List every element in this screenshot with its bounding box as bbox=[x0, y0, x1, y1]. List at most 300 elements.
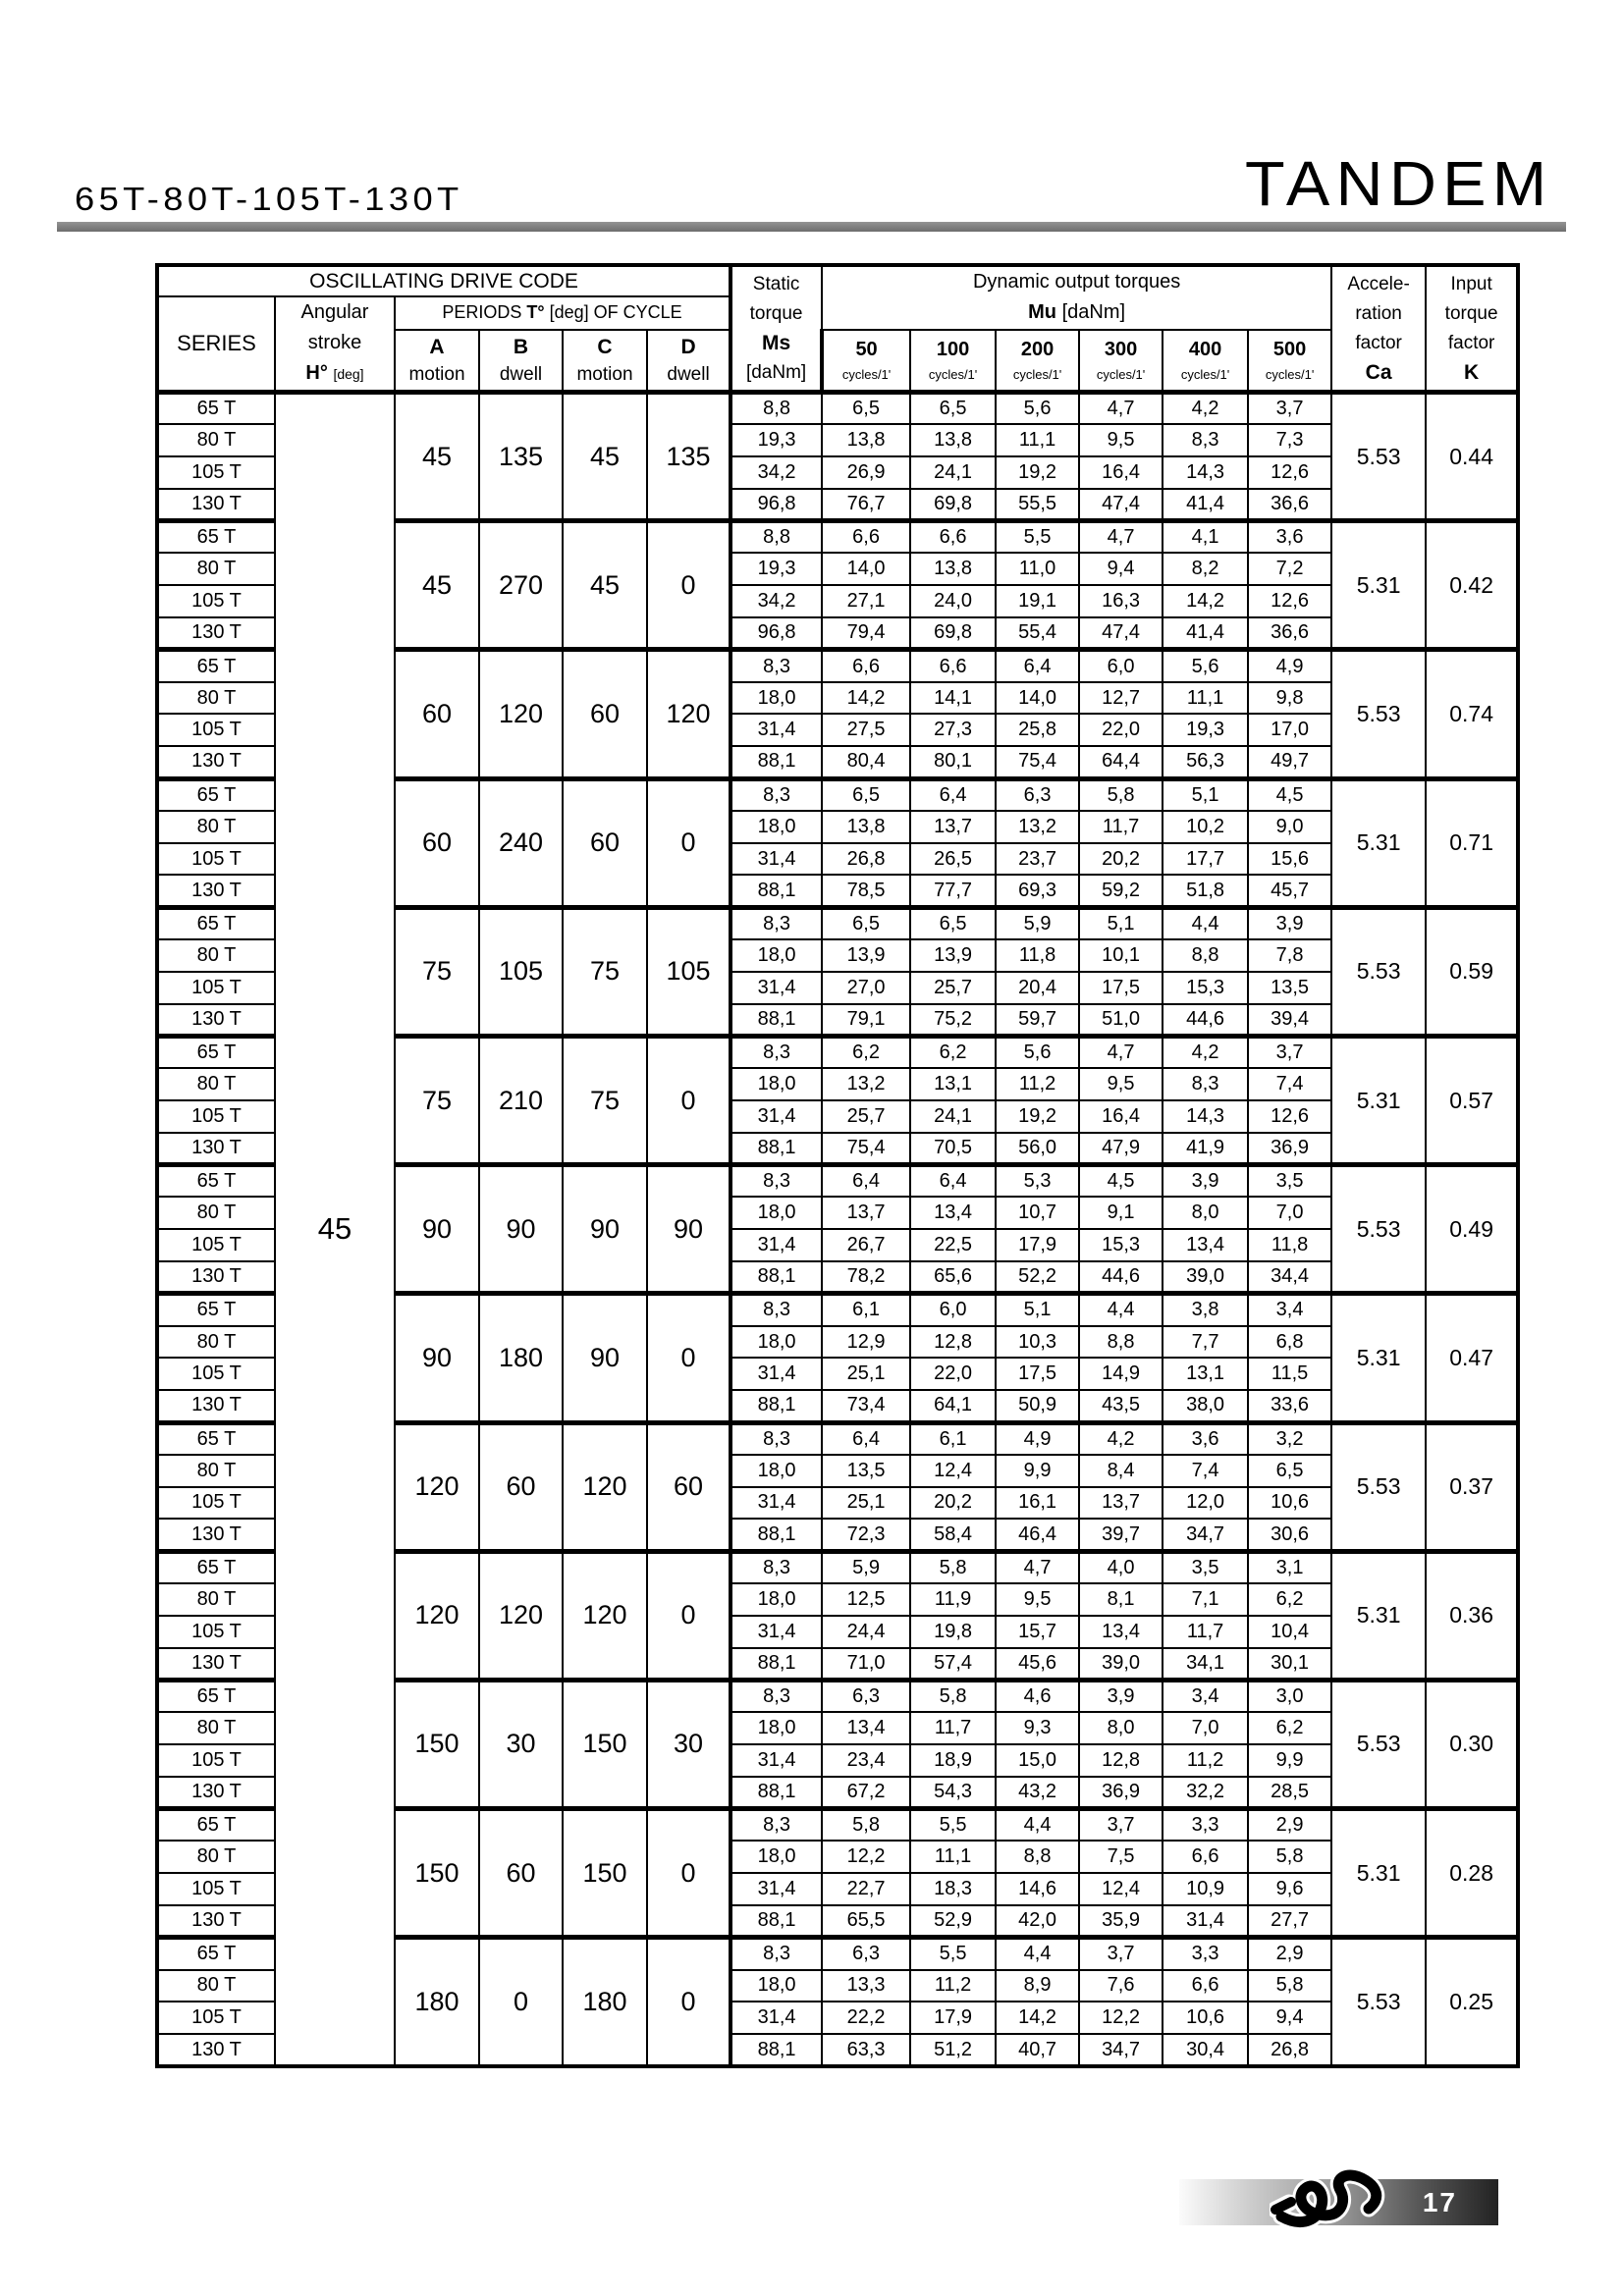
dynamic-torque-value: 64,1 bbox=[910, 1390, 996, 1422]
dynamic-torque-value: 15,6 bbox=[1248, 843, 1331, 876]
period-c-value: 150 bbox=[563, 1809, 647, 1938]
dynamic-torque-value: 18,9 bbox=[910, 1744, 996, 1777]
series-label: 130 T bbox=[157, 1777, 275, 1809]
dynamic-torque-value: 43,2 bbox=[996, 1777, 1079, 1809]
dynamic-torque-value: 8,9 bbox=[996, 1970, 1079, 2002]
series-label: 65 T bbox=[157, 1294, 275, 1326]
dynamic-torque-value: 16,4 bbox=[1079, 1100, 1163, 1133]
dynamic-torque-value: 45,7 bbox=[1248, 875, 1331, 907]
dynamic-torque-value: 39,4 bbox=[1248, 1004, 1331, 1037]
period-b-value: 120 bbox=[479, 1551, 563, 1680]
header-period-a: A motion bbox=[395, 330, 479, 393]
dynamic-torque-value: 13,9 bbox=[822, 939, 910, 972]
dynamic-torque-value: 52,2 bbox=[996, 1261, 1079, 1294]
dynamic-torque-value: 3,0 bbox=[1248, 1680, 1331, 1712]
dynamic-torque-value: 12,9 bbox=[822, 1326, 910, 1359]
dynamic-torque-value: 47,4 bbox=[1079, 617, 1163, 650]
dynamic-torque-value: 11,8 bbox=[1248, 1229, 1331, 1261]
dynamic-torque-value: 3,8 bbox=[1163, 1294, 1248, 1326]
dynamic-torque-value: 24,1 bbox=[910, 1100, 996, 1133]
dynamic-torque-value: 3,4 bbox=[1248, 1294, 1331, 1326]
static-torque-value: 31,4 bbox=[730, 2002, 822, 2034]
header-period-b: B dwell bbox=[479, 330, 563, 393]
dynamic-torque-value: 69,3 bbox=[996, 875, 1079, 907]
dynamic-torque-value: 50,9 bbox=[996, 1390, 1079, 1422]
period-d-value: 30 bbox=[647, 1680, 730, 1808]
dynamic-torque-value: 39,7 bbox=[1079, 1519, 1163, 1551]
series-label: 80 T bbox=[157, 811, 275, 843]
dynamic-torque-value: 64,4 bbox=[1079, 746, 1163, 778]
period-a-value: 45 bbox=[395, 521, 479, 650]
dynamic-torque-value: 44,6 bbox=[1079, 1261, 1163, 1294]
input-torque-factor-value: 0.44 bbox=[1426, 393, 1518, 521]
dynamic-torque-value: 8,2 bbox=[1163, 553, 1248, 585]
table-row bbox=[157, 393, 1518, 425]
header-speed-300: 300 cycles/1' bbox=[1079, 330, 1163, 393]
period-c-value: 150 bbox=[563, 1680, 647, 1808]
static-torque-value: 18,0 bbox=[730, 1326, 822, 1359]
dynamic-torque-value: 7,4 bbox=[1248, 1068, 1331, 1100]
dynamic-torque-value: 13,9 bbox=[910, 939, 996, 972]
header-period-c: C motion bbox=[563, 330, 647, 393]
dynamic-torque-value: 9,5 bbox=[996, 1583, 1079, 1616]
dynamic-torque-value: 11,1 bbox=[1163, 682, 1248, 715]
dynamic-torque-value: 24,4 bbox=[822, 1616, 910, 1648]
dynamic-torque-value: 12,6 bbox=[1248, 585, 1331, 617]
dynamic-torque-value: 67,2 bbox=[822, 1777, 910, 1809]
dynamic-torque-value: 6,5 bbox=[822, 907, 910, 939]
dynamic-torque-value: 5,5 bbox=[996, 521, 1079, 554]
series-label: 105 T bbox=[157, 456, 275, 489]
dynamic-torque-value: 15,3 bbox=[1163, 972, 1248, 1004]
dynamic-torque-value: 7,4 bbox=[1163, 1455, 1248, 1487]
dynamic-torque-value: 25,1 bbox=[822, 1358, 910, 1390]
series-label: 130 T bbox=[157, 1905, 275, 1938]
period-b-value: 180 bbox=[479, 1294, 563, 1422]
dynamic-torque-value: 6,5 bbox=[910, 393, 996, 425]
dynamic-torque-value: 5,1 bbox=[996, 1294, 1079, 1326]
dynamic-torque-value: 49,7 bbox=[1248, 746, 1331, 778]
dynamic-torque-value: 25,7 bbox=[910, 972, 996, 1004]
dynamic-torque-value: 9,0 bbox=[1248, 811, 1331, 843]
dynamic-torque-value: 27,3 bbox=[910, 714, 996, 746]
static-torque-value: 31,4 bbox=[730, 1229, 822, 1261]
period-d-value: 0 bbox=[647, 1809, 730, 1938]
dynamic-torque-value: 3,3 bbox=[1163, 1938, 1248, 1970]
dynamic-torque-value: 4,4 bbox=[996, 1938, 1079, 1970]
series-label: 80 T bbox=[157, 1712, 275, 1744]
period-d-value: 0 bbox=[647, 521, 730, 650]
dynamic-torque-value: 26,8 bbox=[822, 843, 910, 876]
series-label: 80 T bbox=[157, 424, 275, 456]
header-speed-100: 100 cycles/1' bbox=[910, 330, 996, 393]
series-label: 105 T bbox=[157, 843, 275, 876]
period-c-value: 75 bbox=[563, 1036, 647, 1164]
static-torque-value: 18,0 bbox=[730, 1197, 822, 1229]
dynamic-torque-value: 6,6 bbox=[822, 521, 910, 554]
acceleration-factor-value: 5.53 bbox=[1331, 907, 1426, 1036]
dynamic-torque-value: 16,4 bbox=[1079, 456, 1163, 489]
dynamic-torque-value: 10,6 bbox=[1163, 2002, 1248, 2034]
dynamic-torque-value: 10,6 bbox=[1248, 1487, 1331, 1520]
dynamic-torque-value: 12,7 bbox=[1079, 682, 1163, 715]
dynamic-torque-value: 7,6 bbox=[1079, 1970, 1163, 2002]
dynamic-torque-value: 71,0 bbox=[822, 1648, 910, 1681]
dynamic-torque-value: 27,7 bbox=[1248, 1905, 1331, 1938]
dynamic-torque-value: 14,3 bbox=[1163, 456, 1248, 489]
series-label: 65 T bbox=[157, 907, 275, 939]
dynamic-torque-value: 13,4 bbox=[1163, 1229, 1248, 1261]
static-torque-value: 31,4 bbox=[730, 1873, 822, 1905]
dynamic-torque-value: 27,1 bbox=[822, 585, 910, 617]
dynamic-torque-value: 23,7 bbox=[996, 843, 1079, 876]
dynamic-torque-value: 13,2 bbox=[996, 811, 1079, 843]
dynamic-torque-value: 13,1 bbox=[1163, 1358, 1248, 1390]
dynamic-torque-value: 44,6 bbox=[1163, 1004, 1248, 1037]
dynamic-torque-value: 27,5 bbox=[822, 714, 910, 746]
acceleration-factor-value: 5.31 bbox=[1331, 1551, 1426, 1680]
static-torque-value: 88,1 bbox=[730, 2034, 822, 2066]
header-speed-50: 50 cycles/1' bbox=[822, 330, 910, 393]
dynamic-torque-value: 13,3 bbox=[822, 1970, 910, 2002]
dynamic-torque-value: 17,5 bbox=[1079, 972, 1163, 1004]
period-b-value: 0 bbox=[479, 1938, 563, 2066]
dynamic-torque-value: 8,3 bbox=[1163, 1068, 1248, 1100]
period-b-value: 120 bbox=[479, 650, 563, 778]
dynamic-torque-value: 6,4 bbox=[910, 1165, 996, 1198]
input-torque-factor-value: 0.36 bbox=[1426, 1551, 1518, 1680]
dynamic-torque-value: 10,3 bbox=[996, 1326, 1079, 1359]
dynamic-torque-value: 65,6 bbox=[910, 1261, 996, 1294]
static-torque-value: 88,1 bbox=[730, 1648, 822, 1681]
series-label: 80 T bbox=[157, 1197, 275, 1229]
dynamic-torque-value: 17,9 bbox=[910, 2002, 996, 2034]
dynamic-torque-value: 34,4 bbox=[1248, 1261, 1331, 1294]
series-label: 105 T bbox=[157, 1229, 275, 1261]
dynamic-torque-value: 11,9 bbox=[910, 1583, 996, 1616]
static-torque-value: 88,1 bbox=[730, 1133, 822, 1165]
dynamic-torque-value: 13,1 bbox=[910, 1068, 996, 1100]
dynamic-torque-value: 20,4 bbox=[996, 972, 1079, 1004]
dynamic-torque-value: 14,9 bbox=[1079, 1358, 1163, 1390]
static-torque-value: 31,4 bbox=[730, 1358, 822, 1390]
header-speed-500: 500 cycles/1' bbox=[1248, 330, 1331, 393]
dynamic-torque-value: 3,9 bbox=[1248, 907, 1331, 939]
static-torque-value: 31,4 bbox=[730, 1487, 822, 1520]
header-series: SERIES bbox=[157, 296, 275, 393]
dynamic-torque-value: 69,8 bbox=[910, 617, 996, 650]
dynamic-torque-value: 4,9 bbox=[1248, 650, 1331, 682]
input-torque-factor-value: 0.25 bbox=[1426, 1938, 1518, 2066]
dynamic-torque-value: 6,4 bbox=[996, 650, 1079, 682]
dynamic-torque-value: 22,2 bbox=[822, 2002, 910, 2034]
dynamic-torque-value: 4,6 bbox=[996, 1680, 1079, 1712]
dynamic-torque-value: 8,8 bbox=[1079, 1326, 1163, 1359]
dynamic-torque-value: 17,7 bbox=[1163, 843, 1248, 876]
dynamic-torque-value: 52,9 bbox=[910, 1905, 996, 1938]
dynamic-torque-value: 27,0 bbox=[822, 972, 910, 1004]
dynamic-torque-value: 13,7 bbox=[822, 1197, 910, 1229]
series-label: 80 T bbox=[157, 1970, 275, 2002]
dynamic-torque-value: 45,6 bbox=[996, 1648, 1079, 1681]
dynamic-torque-value: 6,3 bbox=[996, 778, 1079, 811]
series-label: 65 T bbox=[157, 778, 275, 811]
dynamic-torque-value: 8,1 bbox=[1079, 1583, 1163, 1616]
dynamic-torque-value: 57,4 bbox=[910, 1648, 996, 1681]
dynamic-torque-value: 9,6 bbox=[1248, 1873, 1331, 1905]
dynamic-torque-value: 6,5 bbox=[822, 778, 910, 811]
dynamic-torque-value: 12,8 bbox=[1079, 1744, 1163, 1777]
dynamic-torque-value: 58,4 bbox=[910, 1519, 996, 1551]
dynamic-torque-value: 6,3 bbox=[822, 1938, 910, 1970]
dynamic-torque-value: 77,7 bbox=[910, 875, 996, 907]
dynamic-torque-value: 6,4 bbox=[822, 1422, 910, 1455]
static-torque-value: 8,3 bbox=[730, 1036, 822, 1068]
dynamic-torque-value: 51,8 bbox=[1163, 875, 1248, 907]
period-a-value: 60 bbox=[395, 650, 479, 778]
series-label: 105 T bbox=[157, 1487, 275, 1520]
dynamic-torque-value: 5,9 bbox=[996, 907, 1079, 939]
dynamic-torque-value: 14,6 bbox=[996, 1873, 1079, 1905]
dynamic-torque-value: 12,8 bbox=[910, 1326, 996, 1359]
footer-bar bbox=[1179, 2179, 1498, 2225]
series-label: 105 T bbox=[157, 585, 275, 617]
series-label: 80 T bbox=[157, 1583, 275, 1616]
dynamic-torque-value: 5,8 bbox=[1248, 1841, 1331, 1873]
dynamic-torque-value: 11,8 bbox=[996, 939, 1079, 972]
dynamic-torque-value: 6,2 bbox=[822, 1036, 910, 1068]
dynamic-torque-value: 6,8 bbox=[1248, 1326, 1331, 1359]
dynamic-torque-value: 14,1 bbox=[910, 682, 996, 715]
static-torque-value: 31,4 bbox=[730, 1100, 822, 1133]
series-label: 105 T bbox=[157, 1744, 275, 1777]
series-label: 130 T bbox=[157, 489, 275, 521]
acceleration-factor-value: 5.31 bbox=[1331, 1294, 1426, 1422]
period-b-value: 270 bbox=[479, 521, 563, 650]
dynamic-torque-value: 25,8 bbox=[996, 714, 1079, 746]
series-label: 105 T bbox=[157, 1616, 275, 1648]
dynamic-torque-value: 7,2 bbox=[1248, 553, 1331, 585]
dynamic-torque-value: 3,6 bbox=[1163, 1422, 1248, 1455]
dynamic-torque-value: 76,7 bbox=[822, 489, 910, 521]
dynamic-torque-value: 7,7 bbox=[1163, 1326, 1248, 1359]
dynamic-torque-value: 59,2 bbox=[1079, 875, 1163, 907]
series-label: 105 T bbox=[157, 1873, 275, 1905]
static-torque-value: 8,3 bbox=[730, 650, 822, 682]
series-label: 130 T bbox=[157, 1004, 275, 1037]
dynamic-torque-value: 3,5 bbox=[1248, 1165, 1331, 1198]
header-row-1 bbox=[157, 265, 1518, 296]
dynamic-torque-value: 9,5 bbox=[1079, 1068, 1163, 1100]
dynamic-torque-value: 36,9 bbox=[1248, 1133, 1331, 1165]
period-d-value: 90 bbox=[647, 1165, 730, 1294]
dynamic-torque-value: 22,0 bbox=[910, 1358, 996, 1390]
dynamic-torque-value: 19,3 bbox=[1163, 714, 1248, 746]
period-a-value: 150 bbox=[395, 1680, 479, 1808]
dynamic-torque-value: 69,8 bbox=[910, 489, 996, 521]
series-label: 105 T bbox=[157, 1358, 275, 1390]
dynamic-torque-value: 10,2 bbox=[1163, 811, 1248, 843]
static-torque-value: 31,4 bbox=[730, 972, 822, 1004]
dynamic-torque-value: 55,4 bbox=[996, 617, 1079, 650]
dynamic-torque-value: 20,2 bbox=[910, 1487, 996, 1520]
dynamic-torque-value: 4,4 bbox=[996, 1809, 1079, 1842]
static-torque-value: 88,1 bbox=[730, 746, 822, 778]
dynamic-torque-value: 79,4 bbox=[822, 617, 910, 650]
period-b-value: 60 bbox=[479, 1422, 563, 1551]
series-label: 65 T bbox=[157, 1165, 275, 1198]
dynamic-torque-value: 73,4 bbox=[822, 1390, 910, 1422]
header-dynamic-output-torques: Dynamic output torques Mu [daNm] bbox=[822, 265, 1331, 330]
dynamic-torque-value: 6,4 bbox=[910, 778, 996, 811]
dynamic-torque-value: 4,2 bbox=[1079, 1422, 1163, 1455]
header-speed-200: 200 cycles/1' bbox=[996, 330, 1079, 393]
series-label: 65 T bbox=[157, 650, 275, 682]
dynamic-torque-value: 3,2 bbox=[1248, 1422, 1331, 1455]
series-label: 80 T bbox=[157, 939, 275, 972]
dynamic-torque-value: 3,7 bbox=[1079, 1938, 1163, 1970]
series-label: 80 T bbox=[157, 1326, 275, 1359]
input-torque-factor-value: 0.59 bbox=[1426, 907, 1518, 1036]
input-torque-factor-value: 0.49 bbox=[1426, 1165, 1518, 1294]
dynamic-torque-value: 75,4 bbox=[822, 1133, 910, 1165]
period-d-value: 0 bbox=[647, 1938, 730, 2066]
period-b-value: 240 bbox=[479, 778, 563, 907]
dynamic-torque-value: 13,8 bbox=[910, 553, 996, 585]
static-torque-value: 88,1 bbox=[730, 1261, 822, 1294]
static-torque-value: 8,3 bbox=[730, 1165, 822, 1198]
period-d-value: 0 bbox=[647, 1036, 730, 1164]
dynamic-torque-value: 4,2 bbox=[1163, 393, 1248, 425]
dynamic-torque-value: 6,1 bbox=[910, 1422, 996, 1455]
header-static-torque: Static torque Ms [daNm] bbox=[730, 265, 822, 393]
dynamic-torque-value: 36,6 bbox=[1248, 489, 1331, 521]
dynamic-torque-value: 8,4 bbox=[1079, 1455, 1163, 1487]
dynamic-torque-value: 6,4 bbox=[822, 1165, 910, 1198]
period-c-value: 90 bbox=[563, 1294, 647, 1422]
period-a-value: 180 bbox=[395, 1938, 479, 2066]
dynamic-torque-value: 17,5 bbox=[996, 1358, 1079, 1390]
acceleration-factor-value: 5.53 bbox=[1331, 1680, 1426, 1808]
dynamic-torque-value: 5,8 bbox=[1248, 1970, 1331, 2002]
static-torque-value: 34,2 bbox=[730, 456, 822, 489]
dynamic-torque-value: 10,9 bbox=[1163, 1873, 1248, 1905]
dynamic-torque-value: 4,1 bbox=[1163, 521, 1248, 554]
series-label: 105 T bbox=[157, 972, 275, 1004]
dynamic-torque-value: 10,7 bbox=[996, 1197, 1079, 1229]
dynamic-torque-value: 3,3 bbox=[1163, 1809, 1248, 1842]
static-torque-value: 8,3 bbox=[730, 1294, 822, 1326]
static-torque-value: 96,8 bbox=[730, 489, 822, 521]
dynamic-torque-value: 8,3 bbox=[1163, 424, 1248, 456]
dynamic-torque-value: 6,6 bbox=[910, 650, 996, 682]
dynamic-torque-value: 30,6 bbox=[1248, 1519, 1331, 1551]
static-torque-value: 31,4 bbox=[730, 1616, 822, 1648]
dynamic-torque-value: 8,0 bbox=[1079, 1712, 1163, 1744]
dynamic-torque-value: 14,2 bbox=[822, 682, 910, 715]
dynamic-torque-value: 5,8 bbox=[910, 1551, 996, 1583]
dynamic-torque-value: 12,4 bbox=[910, 1455, 996, 1487]
dynamic-torque-value: 8,0 bbox=[1163, 1197, 1248, 1229]
dynamic-torque-value: 4,4 bbox=[1163, 907, 1248, 939]
period-a-value: 75 bbox=[395, 1036, 479, 1164]
dynamic-torque-value: 3,5 bbox=[1163, 1551, 1248, 1583]
period-a-value: 90 bbox=[395, 1294, 479, 1422]
dynamic-torque-value: 9,1 bbox=[1079, 1197, 1163, 1229]
period-d-value: 120 bbox=[647, 650, 730, 778]
dynamic-torque-value: 11,7 bbox=[1163, 1616, 1248, 1648]
dynamic-torque-value: 13,5 bbox=[1248, 972, 1331, 1004]
series-label: 105 T bbox=[157, 2002, 275, 2034]
dynamic-torque-value: 55,5 bbox=[996, 489, 1079, 521]
dynamic-torque-value: 28,5 bbox=[1248, 1777, 1331, 1809]
dynamic-torque-value: 6,5 bbox=[1248, 1455, 1331, 1487]
dynamic-torque-value: 13,8 bbox=[822, 424, 910, 456]
dynamic-torque-value: 63,3 bbox=[822, 2034, 910, 2066]
dynamic-torque-value: 14,0 bbox=[822, 553, 910, 585]
dynamic-torque-value: 34,7 bbox=[1163, 1519, 1248, 1551]
dynamic-torque-value: 7,1 bbox=[1163, 1583, 1248, 1616]
dynamic-torque-value: 6,1 bbox=[822, 1294, 910, 1326]
dynamic-torque-value: 10,4 bbox=[1248, 1616, 1331, 1648]
series-label: 65 T bbox=[157, 1680, 275, 1712]
period-c-value: 120 bbox=[563, 1422, 647, 1551]
dynamic-torque-value: 75,4 bbox=[996, 746, 1079, 778]
acceleration-factor-value: 5.53 bbox=[1331, 393, 1426, 521]
dynamic-torque-value: 6,0 bbox=[910, 1294, 996, 1326]
dynamic-torque-value: 54,3 bbox=[910, 1777, 996, 1809]
static-torque-value: 88,1 bbox=[730, 1777, 822, 1809]
dynamic-torque-value: 72,3 bbox=[822, 1519, 910, 1551]
dynamic-torque-value: 6,6 bbox=[1163, 1841, 1248, 1873]
period-b-value: 60 bbox=[479, 1809, 563, 1938]
header-oscillating-drive-code: OSCILLATING DRIVE CODE bbox=[157, 265, 730, 296]
dynamic-torque-value: 14,3 bbox=[1163, 1100, 1248, 1133]
period-d-value: 60 bbox=[647, 1422, 730, 1551]
dynamic-torque-value: 13,8 bbox=[910, 424, 996, 456]
dynamic-torque-value: 23,4 bbox=[822, 1744, 910, 1777]
dynamic-torque-value: 8,8 bbox=[1163, 939, 1248, 972]
acceleration-factor-value: 5.53 bbox=[1331, 1938, 1426, 2066]
series-label: 65 T bbox=[157, 393, 275, 425]
dynamic-torque-value: 13,8 bbox=[822, 811, 910, 843]
series-label: 130 T bbox=[157, 875, 275, 907]
series-label: 130 T bbox=[157, 1390, 275, 1422]
series-label: 80 T bbox=[157, 1068, 275, 1100]
static-torque-value: 18,0 bbox=[730, 1068, 822, 1100]
period-a-value: 150 bbox=[395, 1809, 479, 1938]
period-b-value: 135 bbox=[479, 393, 563, 521]
dynamic-torque-value: 11,2 bbox=[1163, 1744, 1248, 1777]
dynamic-torque-value: 26,7 bbox=[822, 1229, 910, 1261]
dynamic-torque-value: 9,5 bbox=[1079, 424, 1163, 456]
period-c-value: 120 bbox=[563, 1551, 647, 1680]
header-period-d: D dwell bbox=[647, 330, 730, 393]
static-torque-value: 8,3 bbox=[730, 1809, 822, 1842]
dynamic-torque-value: 9,8 bbox=[1248, 682, 1331, 715]
series-label: 130 T bbox=[157, 1648, 275, 1681]
dynamic-torque-value: 5,8 bbox=[1079, 778, 1163, 811]
dynamic-torque-value: 32,2 bbox=[1163, 1777, 1248, 1809]
dynamic-torque-value: 2,9 bbox=[1248, 1809, 1331, 1842]
dynamic-torque-value: 3,4 bbox=[1163, 1680, 1248, 1712]
dynamic-torque-value: 47,9 bbox=[1079, 1133, 1163, 1165]
dynamic-torque-value: 41,4 bbox=[1163, 489, 1248, 521]
torque-spec-table bbox=[155, 263, 1520, 2068]
period-a-value: 45 bbox=[395, 393, 479, 521]
dynamic-torque-value: 7,8 bbox=[1248, 939, 1331, 972]
dynamic-torque-value: 15,7 bbox=[996, 1616, 1079, 1648]
